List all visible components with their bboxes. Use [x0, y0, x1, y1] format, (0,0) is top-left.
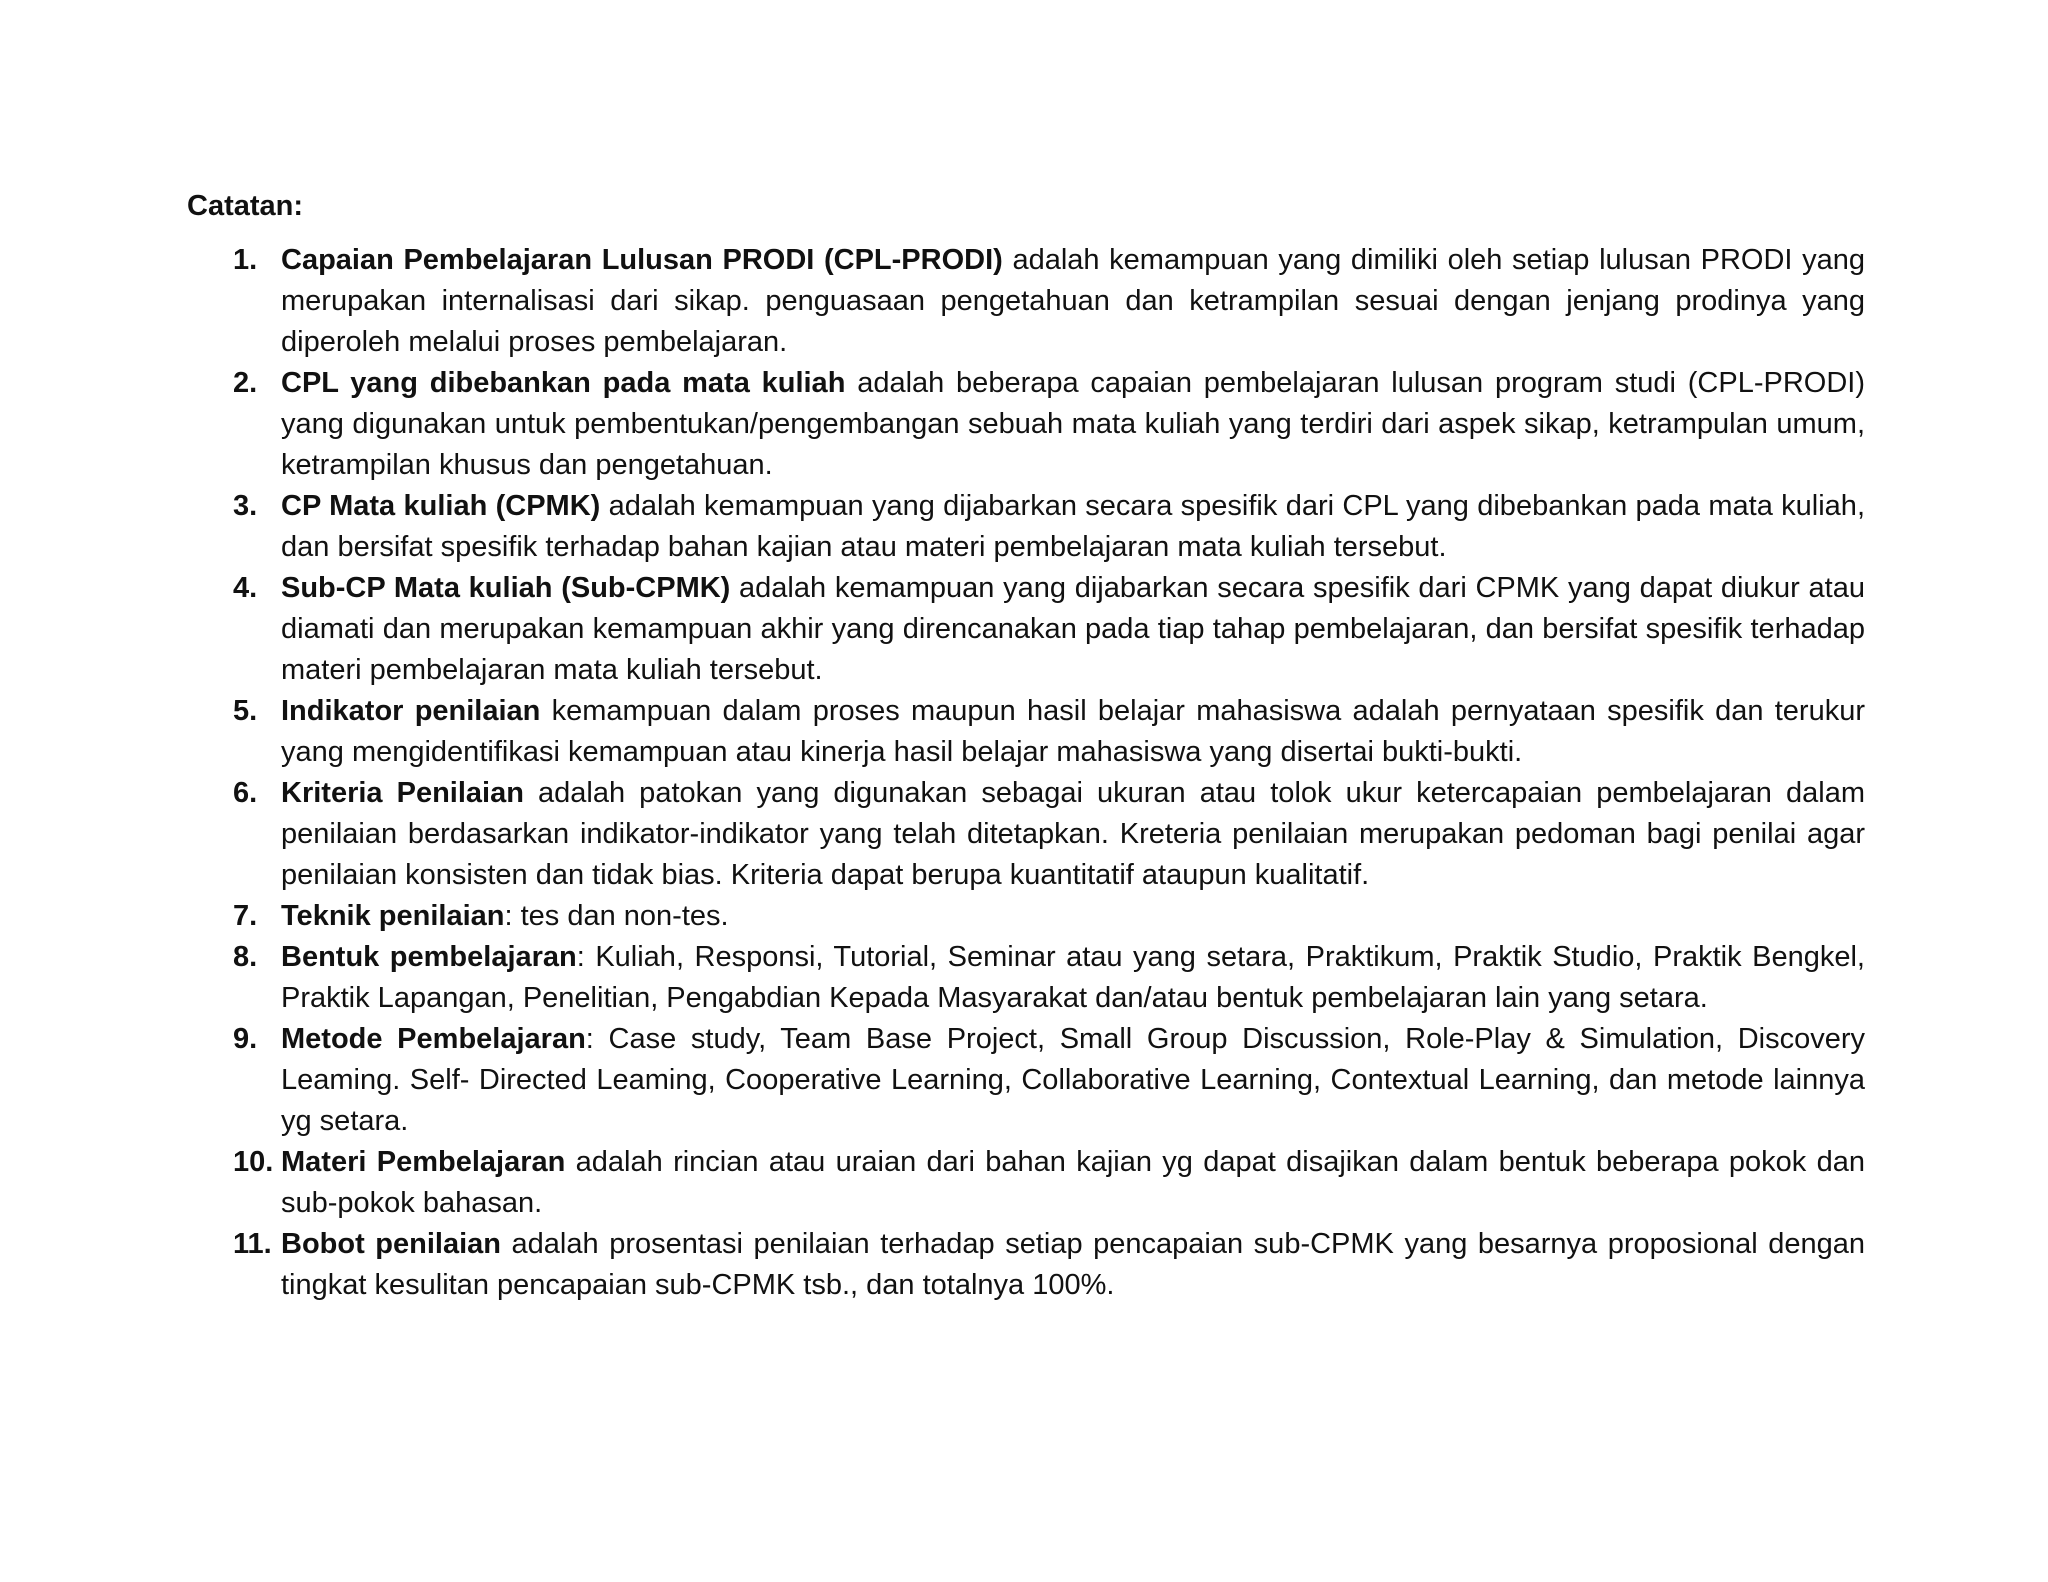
note-term: Capaian Pembelajaran Lulusan PRODI (CPL-PRODI): [281, 244, 1003, 276]
notes-list: [187, 240, 1865, 1306]
note-number: 2.: [233, 367, 258, 399]
note-text: : tes dan non-tes.: [504, 900, 729, 932]
note-text: : Kuliah, Responsi, Tutorial, Seminar atau yang setara, Praktikum, Praktik Studio, Praktik Bengkel, Praktik Lapangan, Penelitian, Pengabdian Kepada Masyarakat dan/atau bentuk pembelajaran lain yang setara.: [281, 941, 1865, 1014]
notes-heading: Catatan:: [187, 190, 304, 222]
note-term: Bobot penilaian: [281, 1228, 501, 1260]
note-item-8: [187, 937, 1865, 1019]
note-number: 1.: [233, 244, 258, 276]
note-item-2: [187, 363, 1865, 486]
note-text: adalah beberapa capaian pembelajaran lulusan program studi (CPL-PRODI) yang digunakan untuk pembentukan/pengembangan sebuah mata kuliah yang terdiri dari aspek sikap, ketrampulan umum, ketrampilan khusus dan pengetahuan.: [281, 367, 1865, 481]
note-item-10: [187, 1142, 1865, 1224]
note-item-4: [187, 568, 1865, 691]
note-number: 11.: [233, 1228, 272, 1260]
note-item-3: [187, 486, 1865, 568]
note-text: kemampuan dalam proses maupun hasil belajar mahasiswa adalah pernyataan spesifik dan terukur yang mengidentifikasi kemampuan atau kinerja hasil belajar mahasiswa yang disertai bukti-bukti.: [281, 695, 1865, 768]
note-text: adalah prosentasi penilaian terhadap setiap pencapaian sub-CPMK yang besarnya proposional dengan tingkat kesulitan pencapaian sub-CPMK tsb., dan totalnya 100%.: [281, 1228, 1865, 1301]
note-term: Kriteria Penilaian: [281, 777, 524, 809]
note-number: 6.: [233, 777, 258, 809]
note-term: Teknik penilaian: [281, 900, 505, 932]
note-number: 5.: [233, 695, 258, 727]
note-item-5: [187, 691, 1865, 773]
note-term: Materi Pembelajaran: [281, 1146, 566, 1178]
note-term: Bentuk pembelajaran: [281, 941, 577, 973]
note-number: 10.: [233, 1146, 274, 1178]
note-term: Sub-CP Mata kuliah (Sub-CPMK): [281, 572, 731, 604]
note-item-11: [187, 1224, 1865, 1306]
note-text: adalah kemampuan yang dijabarkan secara spesifik dari CPL yang dibebankan pada mata kuliah, dan bersifat spesifik terhadap bahan kajian atau materi pembelajaran mata kuliah tersebut.: [281, 490, 1865, 563]
note-text: adalah kemampuan yang dijabarkan secara spesifik dari CPMK yang dapat diukur atau diamati dan merupakan kemampuan akhir yang direncanakan pada tiap tahap pembelajaran, dan bersifat spesifik terhadap materi pembelajaran mata kuliah tersebut.: [281, 572, 1865, 686]
note-term: Indikator penilaian: [281, 695, 541, 727]
note-text: adalah rincian atau uraian dari bahan kajian yg dapat disajikan dalam bentuk beberapa pokok dan sub-pokok bahasan.: [281, 1146, 1865, 1219]
note-number: 9.: [233, 1023, 258, 1055]
note-text: adalah patokan yang digunakan sebagai ukuran atau tolok ukur ketercapaian pembelajaran dalam penilaian berdasarkan indikator-indikator yang telah ditetapkan. Kreteria penilaian merupakan pedoman bagi penilai agar penilaian konsisten dan tidak bias. Kriteria dapat berupa kuantitatif ataupun kualitatif.: [281, 777, 1865, 891]
note-number: 4.: [233, 572, 258, 604]
note-term: CP Mata kuliah (CPMK): [281, 490, 601, 522]
note-number: 8.: [233, 941, 258, 973]
note-term: CPL yang dibebankan pada mata kuliah: [281, 367, 846, 399]
note-item-9: [187, 1019, 1865, 1142]
note-item-1: [187, 240, 1865, 363]
note-text: adalah kemampuan yang dimiliki oleh setiap lulusan PRODI yang merupakan internalisasi dari sikap. penguasaan pengetahuan dan ketrampilan sesuai dengan jenjang prodinya yang diperoleh melalui proses pembelajaran.: [281, 244, 1865, 358]
note-term: Metode Pembelajaran: [281, 1023, 586, 1055]
note-item-7: [187, 896, 1865, 937]
note-item-6: [187, 773, 1865, 896]
note-text: : Case study, Team Base Project, Small Group Discussion, Role-Play & Simulation, Discovery Leaming. Self- Directed Leaming, Cooperative Learning, Collaborative Learning, Contextual Learning, dan metode lainnya yg setara.: [281, 1023, 1866, 1137]
note-number: 7.: [233, 900, 258, 932]
note-number: 3.: [233, 490, 258, 522]
